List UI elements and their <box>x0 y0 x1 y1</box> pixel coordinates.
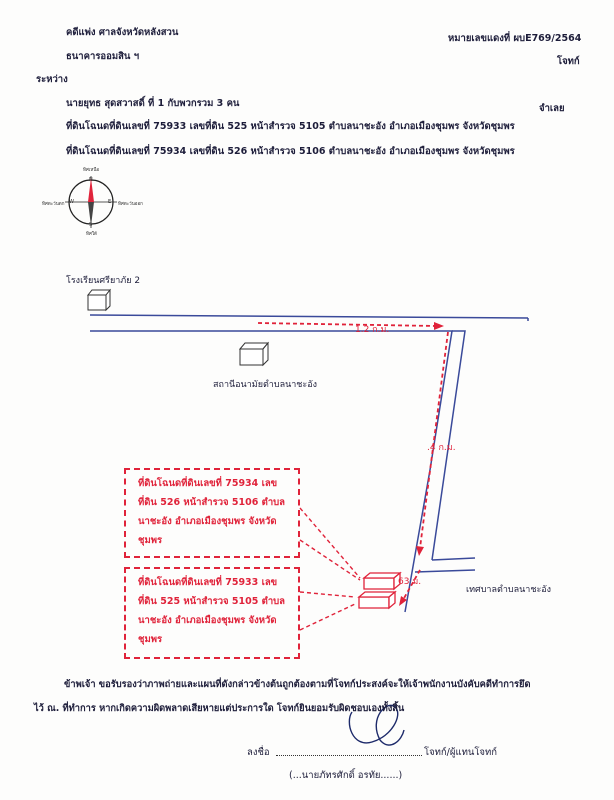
distance-label-1: 1.2 ก.ม. <box>355 325 390 335</box>
parcel-box-75934: ที่ดินโฉนดที่ดินเลขที่ 75934 เลขที่ดิน 526 หน้าสำรวจ 5106 ตำบลนาชะอัง อำเภอเมืองชุมพร จังหวัดชุมพร <box>124 468 300 558</box>
defendant-name: นายยุทธ สุดสวาสดิ์ ที่ 1 กับพวกรวม 3 คน <box>66 98 240 109</box>
plaintiff-bank: ธนาคารออมสิน ฯ <box>66 51 140 62</box>
compass-north-label: ทิศเหนือ <box>83 168 100 173</box>
parcel-line-2: ที่ดินโฉนดที่ดินเลขที่ 75934 เลขที่ดิน 526 หน้าสำรวจ 5106 ตำบลนาชะอัง อำเภอเมืองชุมพร จังหวัดชุมพร <box>66 146 515 157</box>
health-station-label: สถานีอนามัยตำบลนาชะอัง <box>213 380 318 390</box>
distance-label-2: .4 ก.ม. <box>427 443 456 453</box>
compass-south-label: ทิศใต้ <box>86 232 97 237</box>
municipality-label: เทศบาลตำบลนาชะอัง <box>466 585 552 595</box>
parcel-icon-75933 <box>359 592 395 608</box>
parcel-box-75933: ที่ดินโฉนดที่ดินเลขที่ 75933 เลขที่ดิน 525 หน้าสำรวจ 5105 ตำบลนาชะอัง อำเภอเมืองชุมพร จังหวัดชุมพร <box>124 567 300 659</box>
certify-line-2: ไว้ ณ. ที่ทำการ หากเกิดความผิดพลาดเสียหายแต่ประการใด โจทก์ยินยอมรับผิดชอบเองทั้งสิ้น <box>34 703 405 714</box>
parcel-icon-75934 <box>364 573 400 589</box>
compass-e: E <box>108 199 112 205</box>
case-court: คดีแพ่ง ศาลจังหวัดหลังสวน <box>66 27 179 38</box>
sign-prefix: ลงชื่อ <box>247 747 270 758</box>
case-number: หมายเลขแดงที่ ผบE769/2564 <box>448 33 582 44</box>
signer-name: (...นายภัทรศักดิ์ อรทัย......) <box>289 770 403 781</box>
school-icon <box>88 290 110 310</box>
signature-line <box>276 755 422 756</box>
defendant-label: จำเลย <box>539 103 565 114</box>
compass-s: S <box>89 222 93 228</box>
compass-w: W <box>69 199 74 205</box>
health-station-icon <box>240 343 268 365</box>
school-label: โรงเรียนศรียาภัย 2 <box>66 276 141 286</box>
sign-role: โจทก์/ผู้แทนโจทก์ <box>424 747 498 758</box>
compass-west-label: ทิศตะวันตก <box>42 202 65 207</box>
plaintiff-label: โจทก์ <box>557 56 580 67</box>
compass-n: N <box>89 177 93 183</box>
compass-east-label: ทิศตะวันออก <box>118 202 143 207</box>
distance-label-3: 63 ม. <box>398 577 422 587</box>
between-label: ระหว่าง <box>36 74 68 85</box>
certify-line-1: ข้าพเจ้า ขอรับรองว่าภาพถ่ายและแผนที่ดังกล่าวข้างต้นถูกต้องตามที่โจทก์ประสงค์จะให้เจ้าพนักงานบังคับคดีทำการยึด <box>64 679 531 690</box>
parcel-line-1: ที่ดินโฉนดที่ดินเลขที่ 75933 เลขที่ดิน 525 หน้าสำรวจ 5105 ตำบลนาชะอัง อำเภอเมืองชุมพร จังหวัดชุมพร <box>66 121 515 132</box>
